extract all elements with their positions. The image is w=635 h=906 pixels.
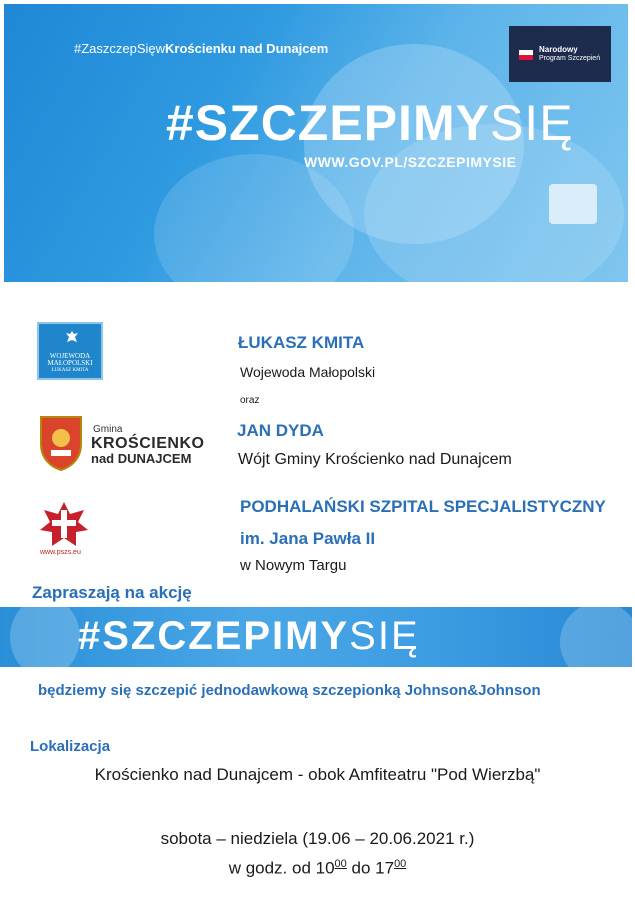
vaccine-info: będziemy się szczepić jednodawkową szczepionką Johnson&Johnson — [38, 682, 541, 699]
wojewoda-logo-line2: MAŁOPOLSKI — [47, 359, 93, 367]
gmina-logo — [38, 414, 208, 472]
organizer-name-line2: im. Jana Pawła II — [240, 529, 376, 548]
crest-icon — [38, 414, 84, 472]
mid-photo-shape — [10, 607, 80, 667]
program-logo — [509, 26, 611, 82]
organizer-role: w Nowym Targu — [240, 557, 347, 574]
wojewoda-logo — [37, 322, 103, 380]
gmina-logo-line1: Gmina — [93, 424, 123, 435]
gmina-logo-line2: KROŚCIENKO — [91, 435, 205, 452]
organizer-role: Wojewoda Małopolski — [240, 364, 376, 380]
polish-flag-icon — [519, 50, 533, 60]
location-label: Lokalizacja — [30, 738, 111, 755]
invite-heading: Zapraszają na akcję — [32, 583, 192, 602]
hero-banner — [4, 4, 628, 282]
mid-banner — [0, 607, 632, 667]
wojewoda-logo-line3: ŁUKASZ KMITA — [51, 368, 89, 373]
hospital-logo — [38, 500, 96, 558]
location-address: Krościenko nad Dunajcem - obok Amfiteatru "Pod Wierzbą" — [94, 765, 541, 784]
campaign-url: WWW.GOV.PL/SZCZEPIMYSIE — [304, 154, 517, 170]
hospital-cross-icon — [38, 500, 90, 548]
event-hours: w godz. od $10^{00}$ do $17^{00}$ — [228, 858, 407, 878]
organizer-name: JAN DYDA — [237, 421, 324, 440]
event-dates: sobota – niedziela (19.06 – 20.06.2021 r.) — [160, 829, 475, 848]
mid-headline: #SZCZEPIMYSIĘ — [78, 614, 420, 658]
hospital-logo-site: www.pszs.eu — [40, 549, 81, 556]
vaccine-vial-image — [549, 184, 597, 224]
headline: #SZCZEPIMYSIĘ — [166, 95, 574, 151]
program-logo-line1: Narodowy — [539, 45, 578, 54]
connector-text: oraz — [240, 395, 260, 406]
organizer-name: PODHALAŃSKI SZPITAL SPECJALISTYCZNY — [240, 497, 606, 516]
organizer-name: ŁUKASZ KMITA — [238, 333, 365, 352]
mid-photo-shape — [560, 607, 632, 667]
gmina-logo-line3: nad DUNAJCEM — [91, 451, 192, 466]
campaign-hashtag: #ZaszczepSięwKrościenku nad Dunajcem — [74, 41, 329, 56]
wojewoda-logo-line1: WOJEWODA — [49, 352, 91, 360]
organizer-role: Wójt Gminy Krościenko nad Dunajcem — [238, 451, 512, 468]
program-logo-line2: Program Szczepień — [539, 55, 601, 62]
eagle-emblem-icon — [65, 330, 79, 344]
